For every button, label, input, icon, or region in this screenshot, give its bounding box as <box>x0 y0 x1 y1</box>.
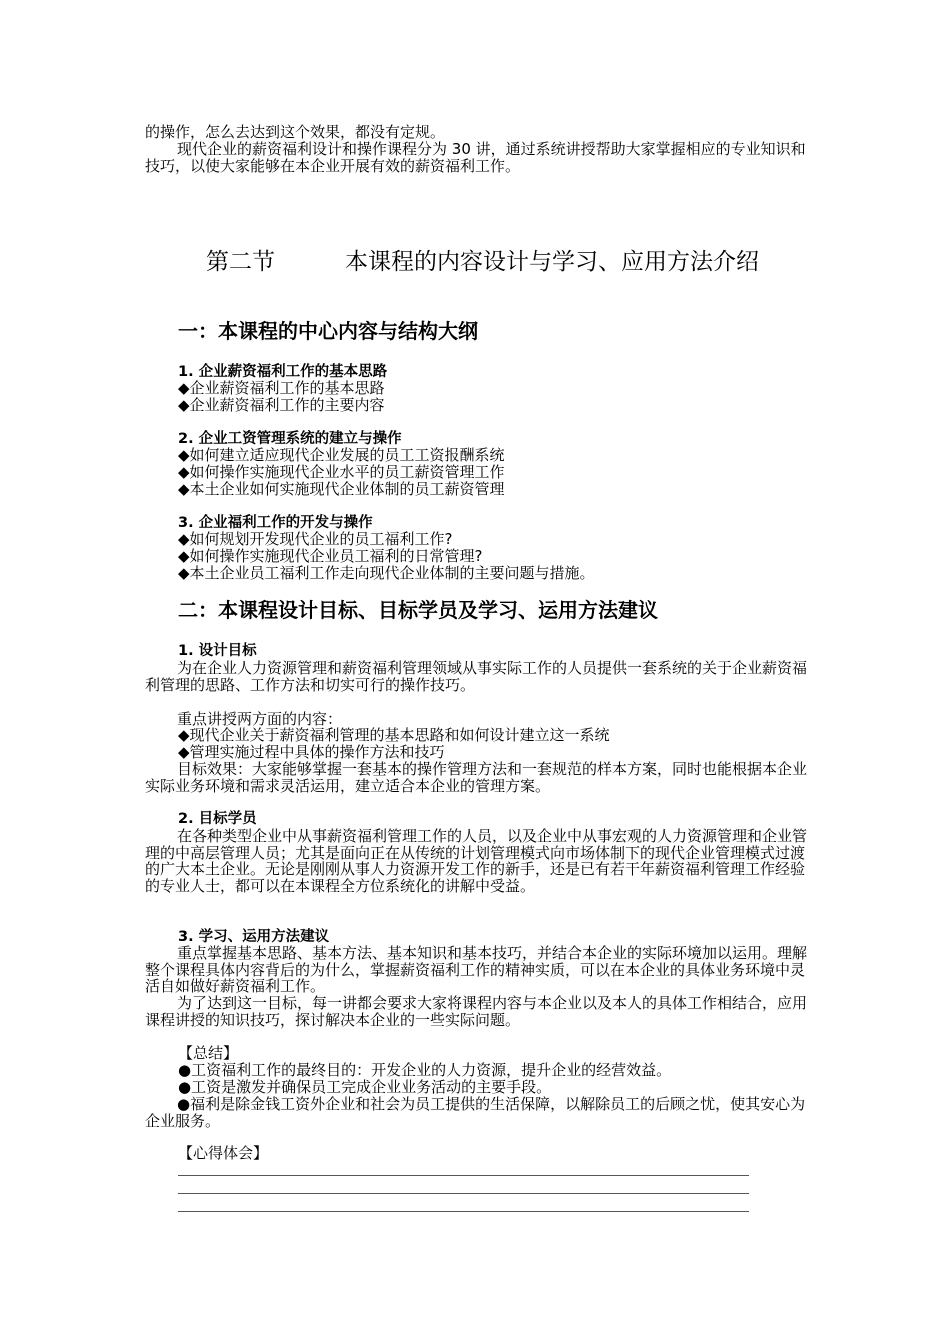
goal-title: 1. 设计目标 <box>178 643 257 659</box>
list-item: ●工资福利工作的最终目的：开发企业的人力资源，提升企业的经营效益。 <box>178 1061 672 1079</box>
group2-title: 2. 企业工资管理系统的建立与操作 <box>178 431 402 447</box>
group2-list <box>178 447 505 497</box>
intro-paragraph: 现代企业的薪资福利设计和操作课程分为 30 讲，通过系统讲授帮助大家掌握相应的专业知识和技巧，以使大家能够在本企业开展有效的薪资福利工作。 <box>145 140 806 175</box>
notes-line <box>178 1193 749 1194</box>
part2-heading: 二：本课程设计目标、目标学员及学习、运用方法建议 <box>178 598 658 622</box>
students-title: 2. 目标学员 <box>178 811 257 827</box>
list-item: ◆本土企业如何实施现代企业体制的员工薪资管理 <box>178 479 505 498</box>
summary-item-3: ●福利是除金钱工资外企业和社会为员工提供的生活保障，以解除员工的后顾之忧，使其安心为企业服务。 <box>145 1095 806 1130</box>
method-title: 3. 学习、运用方法建议 <box>178 929 330 945</box>
section-heading: 本课程的内容设计与学习、应用方法介绍 <box>345 249 759 275</box>
list-item: ◆企业薪资福利工作的基本思路 <box>178 379 385 397</box>
list-item: ◆现代企业关于薪资福利管理的基本思路和如何设计建立这一系统 <box>178 726 610 744</box>
effect-paragraph: 目标效果：大家能够掌握一套基本的操作管理方法和一套规范的样本方案，同时也能根据本企业实际业务环境和需求灵活运用，建立适合本企业的管理方案。 <box>145 760 808 795</box>
goal-paragraph: 为在企业人力资源管理和薪资福利管理领域从事实际工作的人员提供一套系统的关于企业薪资福利管理的思路、工作方法和切实可行的操作技巧。 <box>145 659 808 694</box>
summary-label: 【总结】 <box>178 1044 239 1062</box>
section-number: 第二节 <box>206 249 275 275</box>
group1-title: 1. 企业薪资福利工作的基本思路 <box>178 364 388 380</box>
list-item: ●工资是激发并确保员工完成企业业务活动的主要手段。 <box>178 1077 552 1096</box>
list-item: ◆管理实施过程中具体的操作方法和技巧 <box>178 742 445 761</box>
list-item: ◆如何操作实施现代企业水平的员工薪资管理工作 <box>178 462 505 481</box>
notes-line <box>178 1211 749 1212</box>
focus-list <box>178 727 610 761</box>
notes-line <box>178 1175 749 1176</box>
list-item: ◆企业薪资福利工作的主要内容 <box>178 395 385 414</box>
list-item: ◆如何操作实施现代企业员工福利的日常管理? <box>178 546 483 565</box>
group1-list <box>178 380 385 414</box>
part1-heading: 一：本课程的中心内容与结构大纲 <box>178 319 478 343</box>
focus-intro: 重点讲授两方面的内容： <box>177 710 343 728</box>
students-paragraph: 在各种类型企业中从事薪资福利管理工作的人员，以及企业中从事宏观的人力资源管理和企业管理的中高层管理人员；尤其是面向正在从传统的计划管理模式向市场体制下的现代企业管理模式过渡的广大本土企业。无论是刚刚从事人力资源开发工作的新手，还是已有若干年薪资福利管理工作经验的专业人士，都可以在本课程全方位系统化的讲解中受益。 <box>145 827 808 895</box>
section-title <box>206 248 759 276</box>
list-item: ◆如何规划开发现代企业的员工福利工作? <box>178 530 453 548</box>
method-paragraph-2: 为了达到这一目标，每一讲都会要求大家将课程内容与本企业以及本人的具体工作相结合，应用课程讲授的知识技巧，探讨解决本企业的一些实际问题。 <box>145 994 808 1029</box>
list-item: ◆如何建立适应现代企业发展的员工工资报酬系统 <box>178 446 505 464</box>
summary-list <box>178 1062 671 1096</box>
method-paragraph-1: 重点掌握基本思路、基本方法、基本知识和基本技巧，并结合本企业的实际环境加以运用。理解整个课程具体内容背后的为什么，掌握薪资福利工作的精神实质，可以在本企业的具体业务环境中灵活自如做好薪资福利工作。 <box>145 944 808 995</box>
group3-title: 3. 企业福利工作的开发与操作 <box>178 515 373 531</box>
list-item: ◆本土企业员工福利工作走向现代企业体制的主要问题与措施。 <box>178 563 595 582</box>
intro-line: 的操作，怎么去达到这个效果，都没有定规。 <box>145 123 446 141</box>
group3-list <box>178 531 595 581</box>
notes-label: 【心得体会】 <box>178 1144 269 1162</box>
